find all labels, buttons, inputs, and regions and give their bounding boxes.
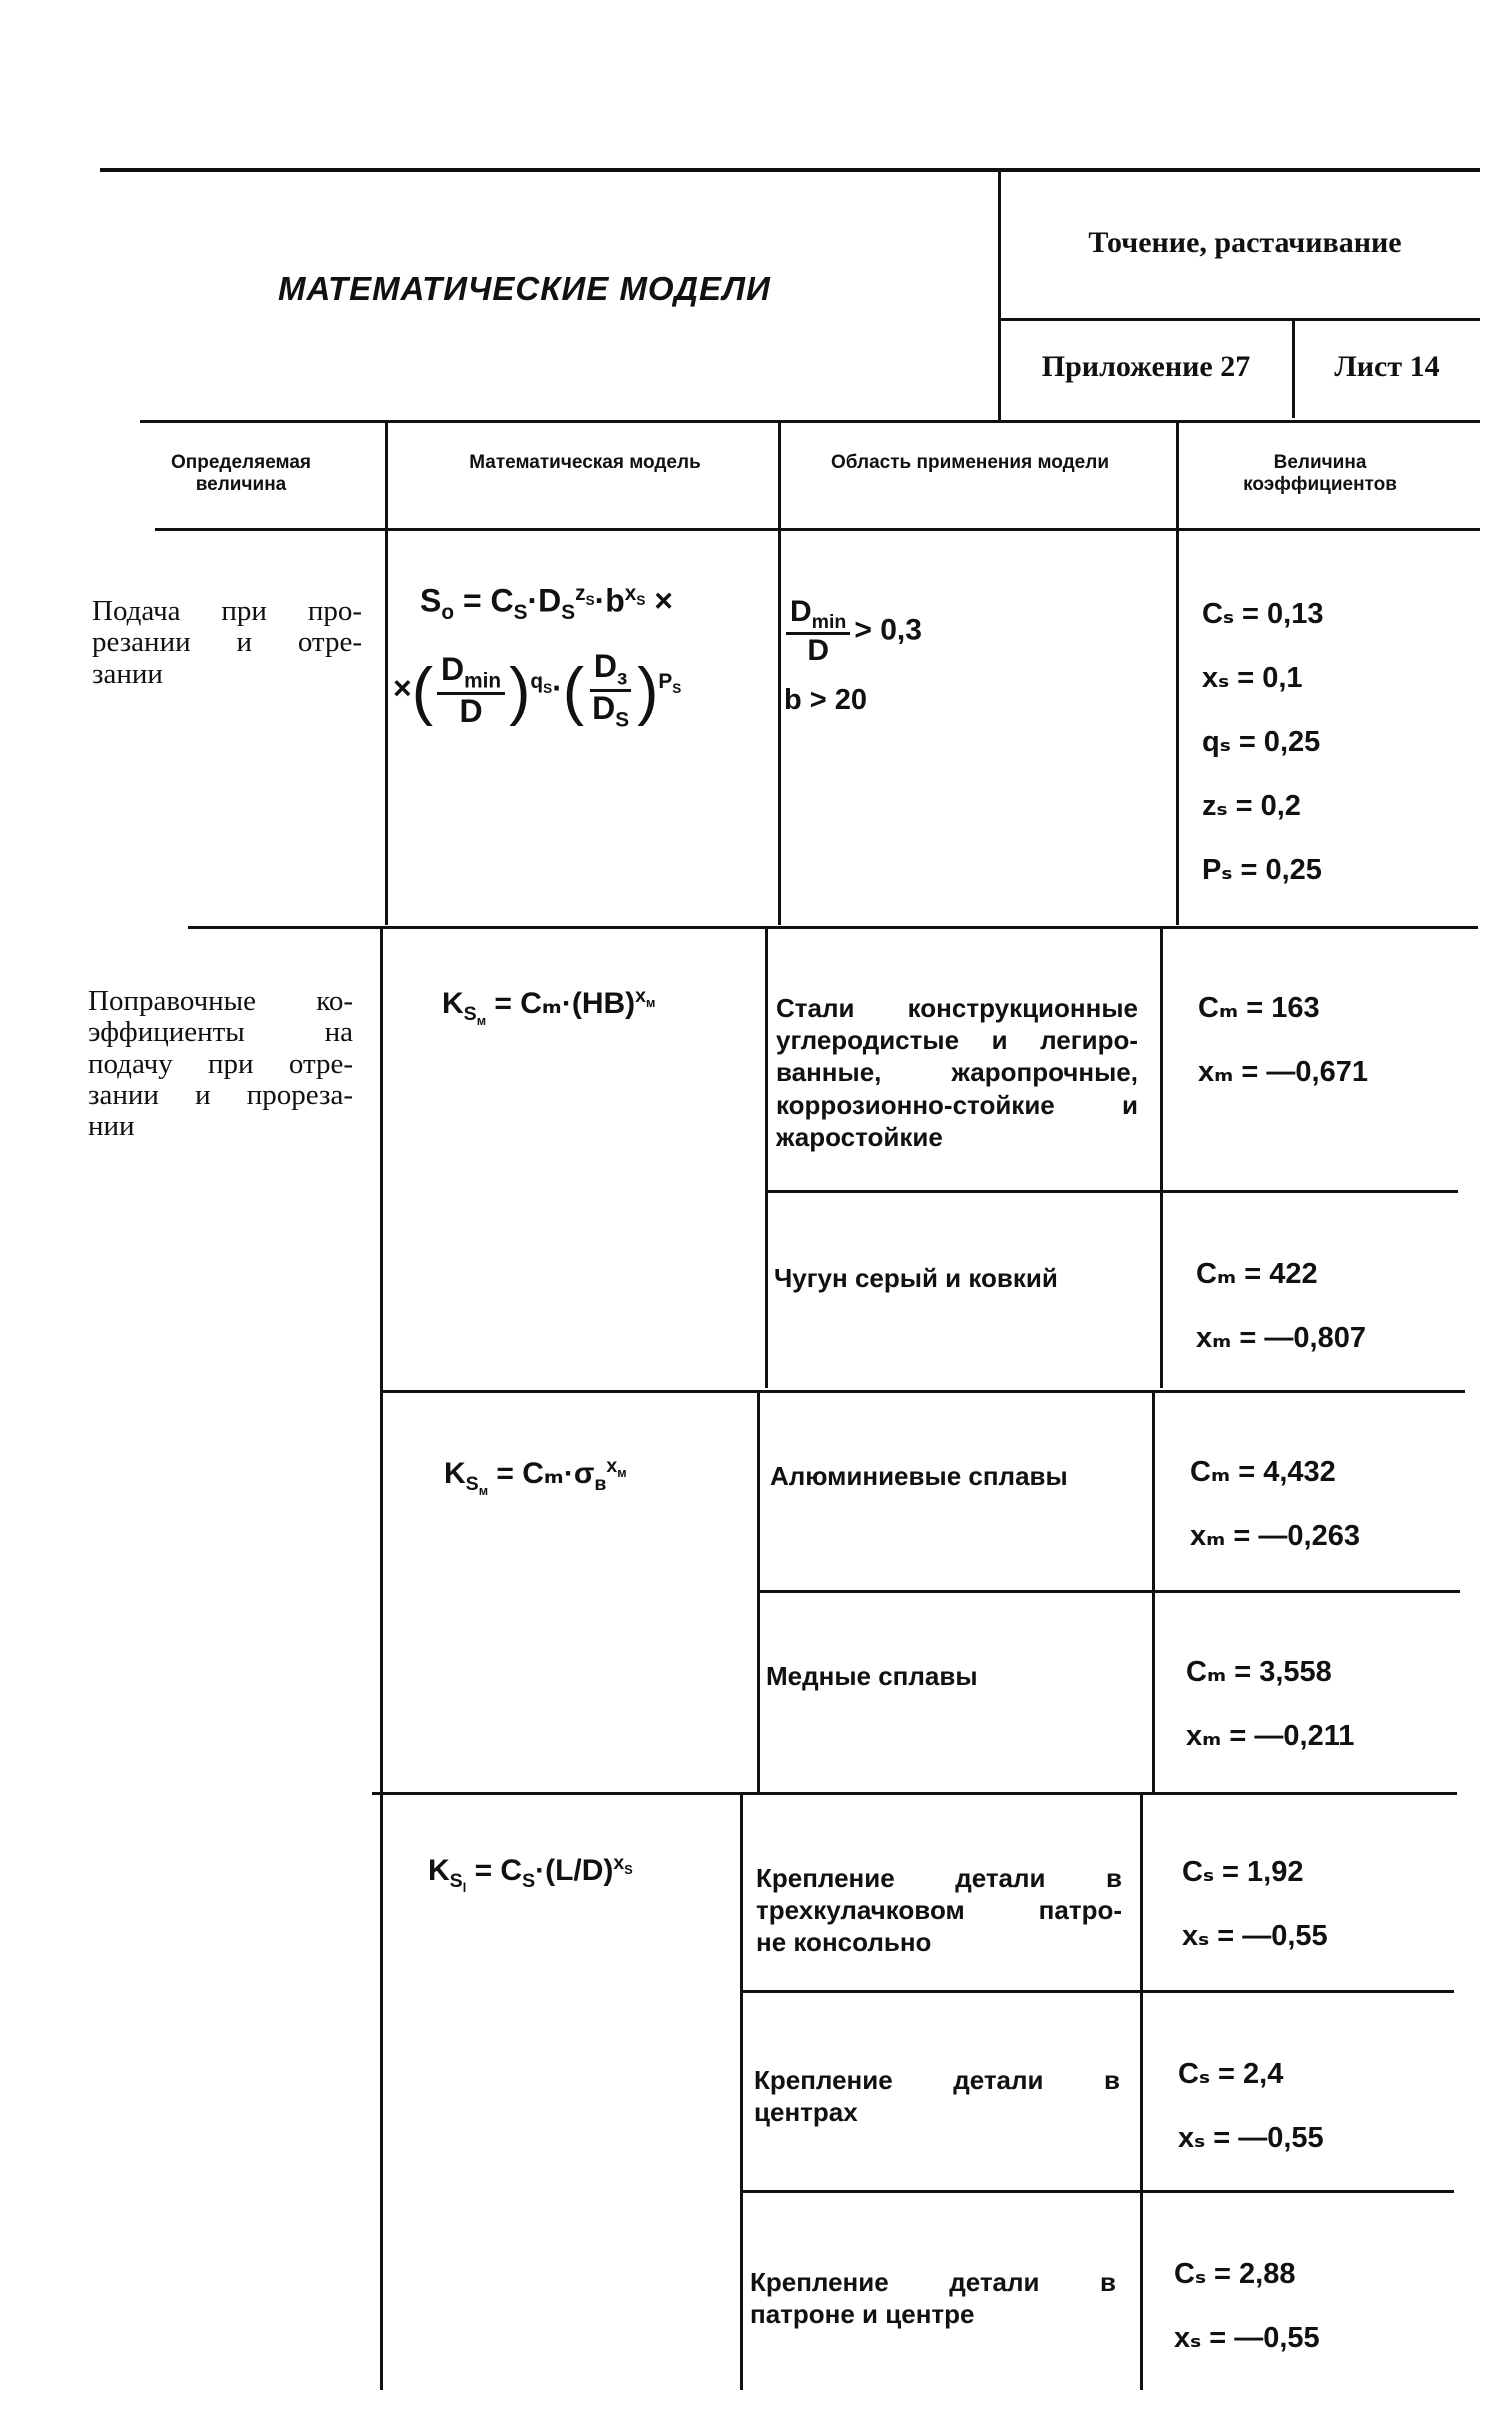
col-line-1 (380, 928, 383, 2390)
sheet-label: Лист 14 (1334, 350, 1440, 383)
formula-hb: $K_{S_м} = C_m\cdot(HB)^{x_м}$ (442, 985, 656, 1028)
header-mid-rule (1000, 318, 1480, 321)
area-copper: Медные сплавы (766, 1661, 978, 1691)
area-feed: $\frac{D_{min}}{D}$ > 0,3 (782, 596, 922, 667)
operation-label: Точение, растачивание (1088, 226, 1402, 259)
area-chuck-cantilever: Крепление детали в трехкулачковом патро- не консольно (756, 1863, 1122, 1958)
col-header-model: Математическая модель (469, 452, 701, 473)
appendix-label: Приложение 27 (1041, 350, 1251, 383)
row-rule-2 (760, 1590, 1460, 1593)
col-header-coef: Величина коэффициентов (1243, 452, 1397, 495)
area-cast-iron: Чугун серый и ковкий (774, 1263, 1058, 1293)
colhead-rule (155, 528, 1480, 531)
subsection-rule-2 (372, 1792, 1457, 1795)
col-line-3c (1140, 1794, 1143, 2390)
row-rule-3 (742, 1990, 1454, 1993)
coefs-aluminium: Cₘ = 4,432 xₘ = —0,263 (1190, 1456, 1360, 1552)
col-header-param: Определяемая величина (171, 452, 311, 495)
area-centres: Крепление детали в центрах (754, 2065, 1120, 2128)
param-feed: Подача при про- резании и отре- зании (92, 595, 362, 690)
area-aluminium: Алюминиевые сплавы (770, 1461, 1068, 1491)
col-line-3-head (1176, 420, 1179, 925)
coefs-chuck-cantilever: Cₛ = 1,92 xₛ = —0,55 (1182, 1856, 1328, 1952)
area-steels: Стали конструкционные углеродистые и легиро- ванные, жаропрочные, коррозионно-стойкие и жаростойкие (776, 993, 1138, 1152)
col-line-2c (740, 1794, 743, 2390)
area-chuck-centre: Крепление детали в патроне и центре (750, 2267, 1116, 2330)
subsection-rule-1 (380, 1390, 1465, 1393)
formula-feed-line2: ×( $\frac{D_{min}}{D}$ )$^{q_S}$·( $\frac{D_з}{D_S}$ )$^{P_S}$ (393, 648, 682, 732)
formula-ld: $K_{S_l} = C_S\cdot(L/D)^{x_S}$ (428, 1852, 633, 1895)
coefs-copper: Cₘ = 3,558 xₘ = —0,211 (1186, 1656, 1355, 1752)
row-rule-1 (768, 1190, 1458, 1193)
col-line-1-head (385, 420, 388, 925)
formula-feed: $S_o = C_S\cdot D_S^{z_S}\cdot b^{x_S}$ × (420, 582, 673, 625)
param-correction: Поправочные ко- эффициенты на подачу при отре- зании и прореза- нии (88, 985, 353, 1143)
col-line-3a (1160, 928, 1163, 1388)
header-bottom-rule (140, 420, 1480, 423)
col-line-2a (765, 928, 768, 1388)
coefs-cast-iron: Cₘ = 422 xₘ = —0,807 (1196, 1258, 1366, 1354)
coefs-feed: Cₛ = 0,13 xₛ = 0,1 qₛ = 0,25 zₛ = 0,2 Pₛ = 0,25 (1202, 598, 1324, 886)
coefs-centres: Cₛ = 2,4 xₛ = —0,55 (1178, 2058, 1324, 2154)
top-rule (100, 168, 1480, 172)
coefs-chuck-centre: Cₛ = 2,88 xₛ = —0,55 (1174, 2258, 1320, 2354)
formula-sigma: $K_{S_м} = C_m\cdot\sigma_в^{x_м}$ (444, 1455, 627, 1498)
col-line-2-head (778, 420, 781, 925)
coefs-steels: Cₘ = 163 xₘ = —0,671 (1198, 992, 1368, 1088)
page-title: МАТЕМАТИЧЕСКИЕ МОДЕЛИ (278, 270, 771, 307)
area-feed-b: b > 20 (784, 684, 868, 716)
col-header-area: Область применения модели (831, 452, 1109, 473)
row-rule-4 (742, 2190, 1454, 2193)
